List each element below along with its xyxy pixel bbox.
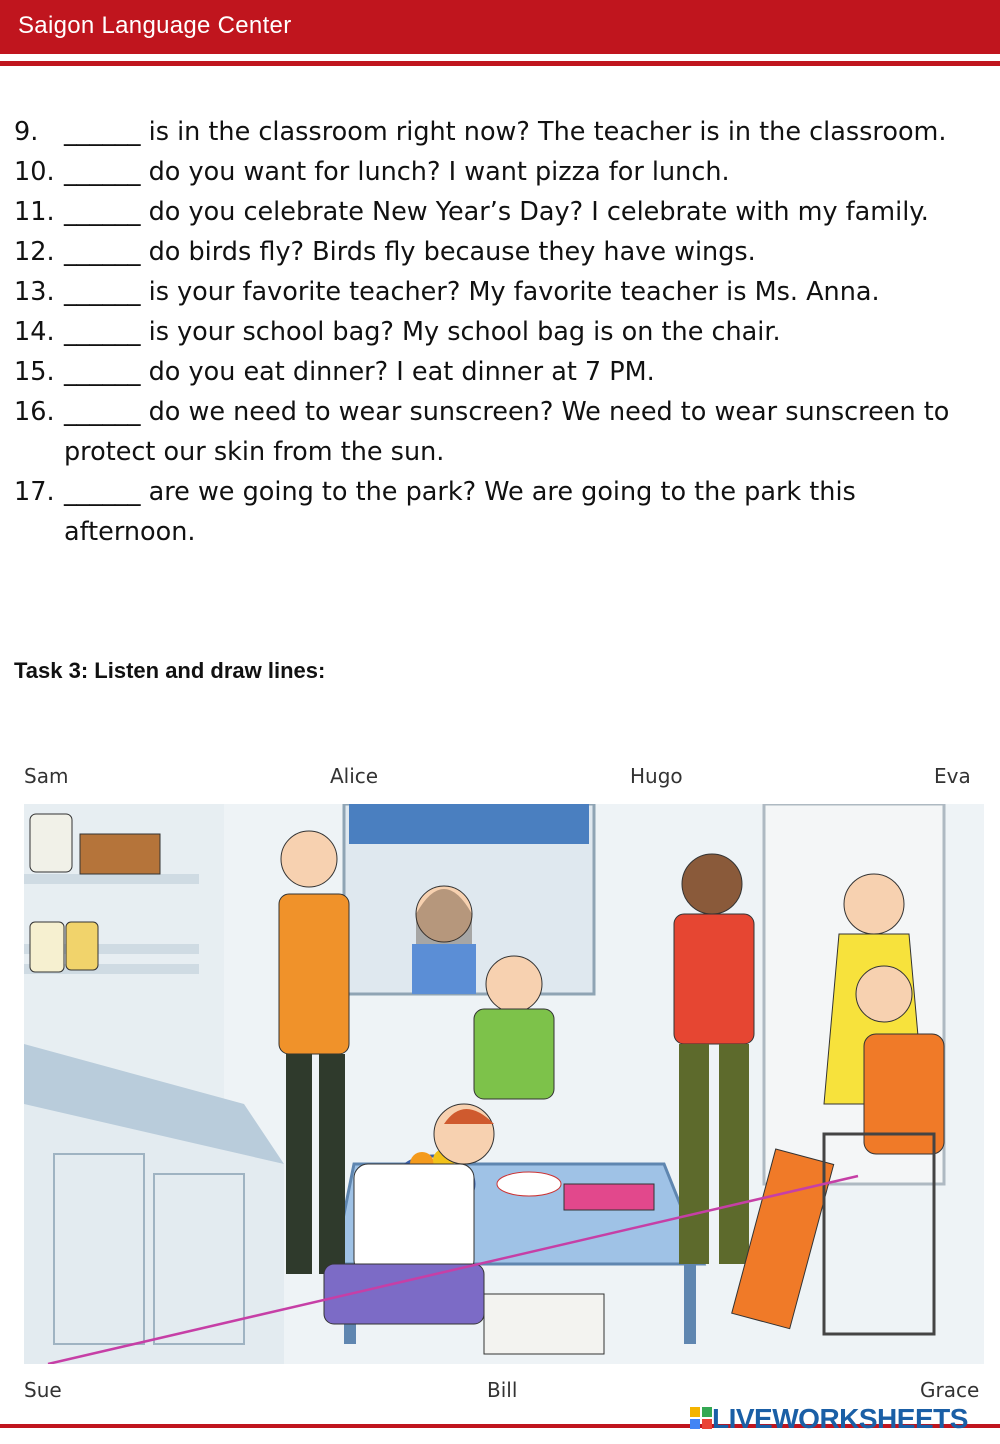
person-eva xyxy=(844,874,904,934)
question-text: ______ do birds fly? Birds fly because they have wings. xyxy=(64,237,756,267)
header-bar xyxy=(0,0,1000,54)
question-item xyxy=(14,312,974,352)
question-number: 14. xyxy=(14,317,55,347)
name-label-sam[interactable]: Sam xyxy=(24,764,69,788)
book-icon xyxy=(564,1184,654,1210)
question-text: ______ do you want for lunch? I want pizza for lunch. xyxy=(64,157,730,187)
name-label-sue[interactable]: Sue xyxy=(24,1378,62,1402)
question-number: 17. xyxy=(14,477,55,507)
question-text: ______ do you eat dinner? I eat dinner at 7 PM. xyxy=(64,357,655,387)
liveworksheets-brand: LIVEWORKSHEETS xyxy=(712,1403,968,1434)
name-label-eva[interactable]: Eva xyxy=(934,764,971,788)
question-text: ______ is your favorite teacher? My favorite teacher is Ms. Anna. xyxy=(64,277,880,307)
liveworksheets-logo xyxy=(690,1404,968,1434)
person-sam xyxy=(281,831,337,887)
can-icon xyxy=(30,814,72,872)
header-divider xyxy=(0,61,1000,66)
blind xyxy=(349,804,589,844)
question-item xyxy=(14,352,974,392)
cake-icon xyxy=(80,834,160,874)
question-item xyxy=(14,392,974,472)
question-text: ______ is in the classroom right now? The teacher is in the classroom. xyxy=(64,117,947,147)
person-bill xyxy=(486,956,542,1012)
question-number: 16. xyxy=(14,397,55,427)
question-text: ______ do we need to wear sunscreen? We need to wear sunscreen to protect our skin from the sun. xyxy=(64,397,950,467)
liveworksheets-logo-icon xyxy=(690,1407,712,1431)
name-label-bill[interactable]: Bill xyxy=(487,1378,518,1402)
can-icon xyxy=(66,922,98,970)
question-item xyxy=(14,272,974,312)
question-number: 11. xyxy=(14,197,55,227)
question-list xyxy=(14,112,974,552)
question-item xyxy=(14,152,974,192)
can-icon xyxy=(30,922,64,972)
question-item xyxy=(14,112,974,152)
kitchen-scene-illustration xyxy=(24,804,984,1364)
name-label-grace[interactable]: Grace xyxy=(920,1378,980,1402)
question-number: 10. xyxy=(14,157,55,187)
question-number: 9. xyxy=(14,117,39,147)
question-number: 15. xyxy=(14,357,55,387)
center-name: Saigon Language Center xyxy=(18,12,292,39)
person-grace xyxy=(856,966,912,1022)
question-number: 12. xyxy=(14,237,55,267)
question-text: ______ is your school bag? My school bag is on the chair. xyxy=(64,317,781,347)
name-label-hugo[interactable]: Hugo xyxy=(630,764,683,788)
task-title: Task 3: Listen and draw lines: xyxy=(14,658,326,683)
plate-icon xyxy=(497,1172,561,1196)
question-text: ______ are we going to the park? We are going to the park this afternoon. xyxy=(64,477,856,547)
name-label-alice[interactable]: Alice xyxy=(330,764,379,788)
question-number: 13. xyxy=(14,277,55,307)
question-item xyxy=(14,232,974,272)
person-hugo xyxy=(682,854,742,914)
question-item xyxy=(14,192,974,232)
box-icon xyxy=(484,1294,604,1354)
question-text: ______ do you celebrate New Year’s Day? I celebrate with my family. xyxy=(64,197,929,227)
question-item xyxy=(14,472,974,552)
